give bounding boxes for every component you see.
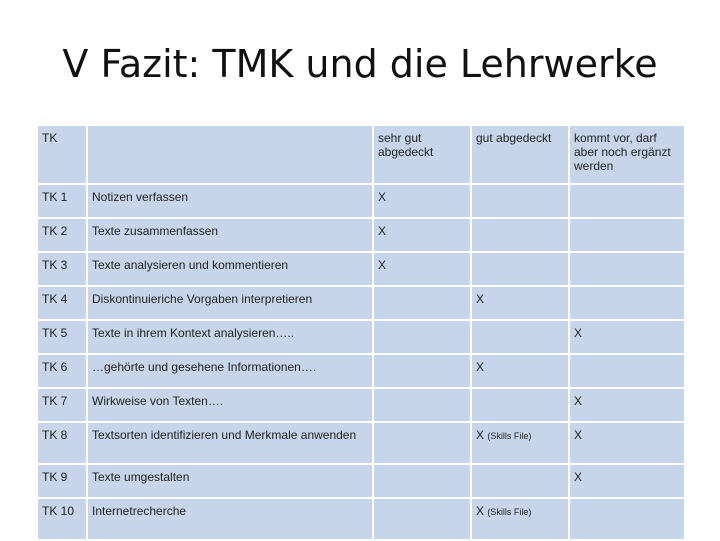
mark-gut [472, 253, 568, 285]
mark-gut [472, 465, 568, 497]
header-empty [88, 126, 372, 183]
mark-kommt-vor: X [570, 389, 684, 421]
table-row [38, 389, 684, 421]
row-description: Texte umgestalten [88, 465, 372, 497]
table-row [38, 423, 684, 463]
mark-sehr-gut: X [374, 219, 470, 251]
row-description: …gehörte und gesehene Informationen…. [88, 355, 372, 387]
table-row [38, 287, 684, 319]
table-row [38, 253, 684, 285]
row-description: Texte zusammenfassen [88, 219, 372, 251]
mark-gut: X [472, 287, 568, 319]
mark-kommt-vor: X [570, 465, 684, 497]
row-description: Internetrecherche [88, 499, 372, 539]
mark-gut [472, 321, 568, 353]
mark-kommt-vor [570, 287, 684, 319]
mark-sehr-gut [374, 287, 470, 319]
row-tk: TK 5 [38, 321, 86, 353]
row-tk: TK 4 [38, 287, 86, 319]
table-row [38, 355, 684, 387]
row-tk: TK 3 [38, 253, 86, 285]
mark-sehr-gut [374, 355, 470, 387]
row-tk: TK 8 [38, 423, 86, 463]
mark-gut: X [472, 355, 568, 387]
mark-gut [472, 185, 568, 217]
header-gut: gut abgedeckt [472, 126, 568, 183]
mark-gut: X (Skills File) [472, 499, 568, 539]
mark-kommt-vor [570, 253, 684, 285]
table-row [38, 465, 684, 497]
row-tk: TK 9 [38, 465, 86, 497]
table-row [38, 185, 684, 217]
header-kommt-vor: kommt vor, darf aber noch ergänzt werden [570, 126, 684, 183]
mark-kommt-vor [570, 185, 684, 217]
table-row [38, 499, 684, 539]
mark-sehr-gut: X [374, 185, 470, 217]
row-tk: TK 6 [38, 355, 86, 387]
mark-sehr-gut [374, 423, 470, 463]
mark-kommt-vor: X [570, 321, 684, 353]
mark-kommt-vor: X [570, 423, 684, 463]
table-row [38, 219, 684, 251]
row-tk: TK 10 [38, 499, 86, 539]
mark-kommt-vor [570, 499, 684, 539]
row-description: Texte analysieren und kommentieren [88, 253, 372, 285]
row-tk: TK 1 [38, 185, 86, 217]
mark-sehr-gut [374, 499, 470, 539]
row-tk: TK 7 [38, 389, 86, 421]
row-description: Notizen verfassen [88, 185, 372, 217]
table-header-row [38, 126, 684, 183]
mark-sehr-gut [374, 389, 470, 421]
mark-gut [472, 219, 568, 251]
mark-gut: X (Skills File) [472, 423, 568, 463]
competence-table [36, 124, 686, 541]
slide-title: V Fazit: TMK und die Lehrwerke [62, 42, 658, 86]
row-description: Diskontinuieriche Vorgaben interpretieren [88, 287, 372, 319]
mark-kommt-vor [570, 219, 684, 251]
table-row [38, 321, 684, 353]
row-description: Textsorten identifizieren und Merkmale anwenden [88, 423, 372, 463]
mark-sehr-gut: X [374, 253, 470, 285]
row-description: Texte in ihrem Kontext analysieren….. [88, 321, 372, 353]
mark-sehr-gut [374, 321, 470, 353]
row-description: Wirkweise von Texten…. [88, 389, 372, 421]
header-sehr-gut: sehr gut abgedeckt [374, 126, 470, 183]
row-tk: TK 2 [38, 219, 86, 251]
mark-sehr-gut [374, 465, 470, 497]
mark-gut [472, 389, 568, 421]
mark-kommt-vor [570, 355, 684, 387]
header-tk: TK [38, 126, 86, 183]
